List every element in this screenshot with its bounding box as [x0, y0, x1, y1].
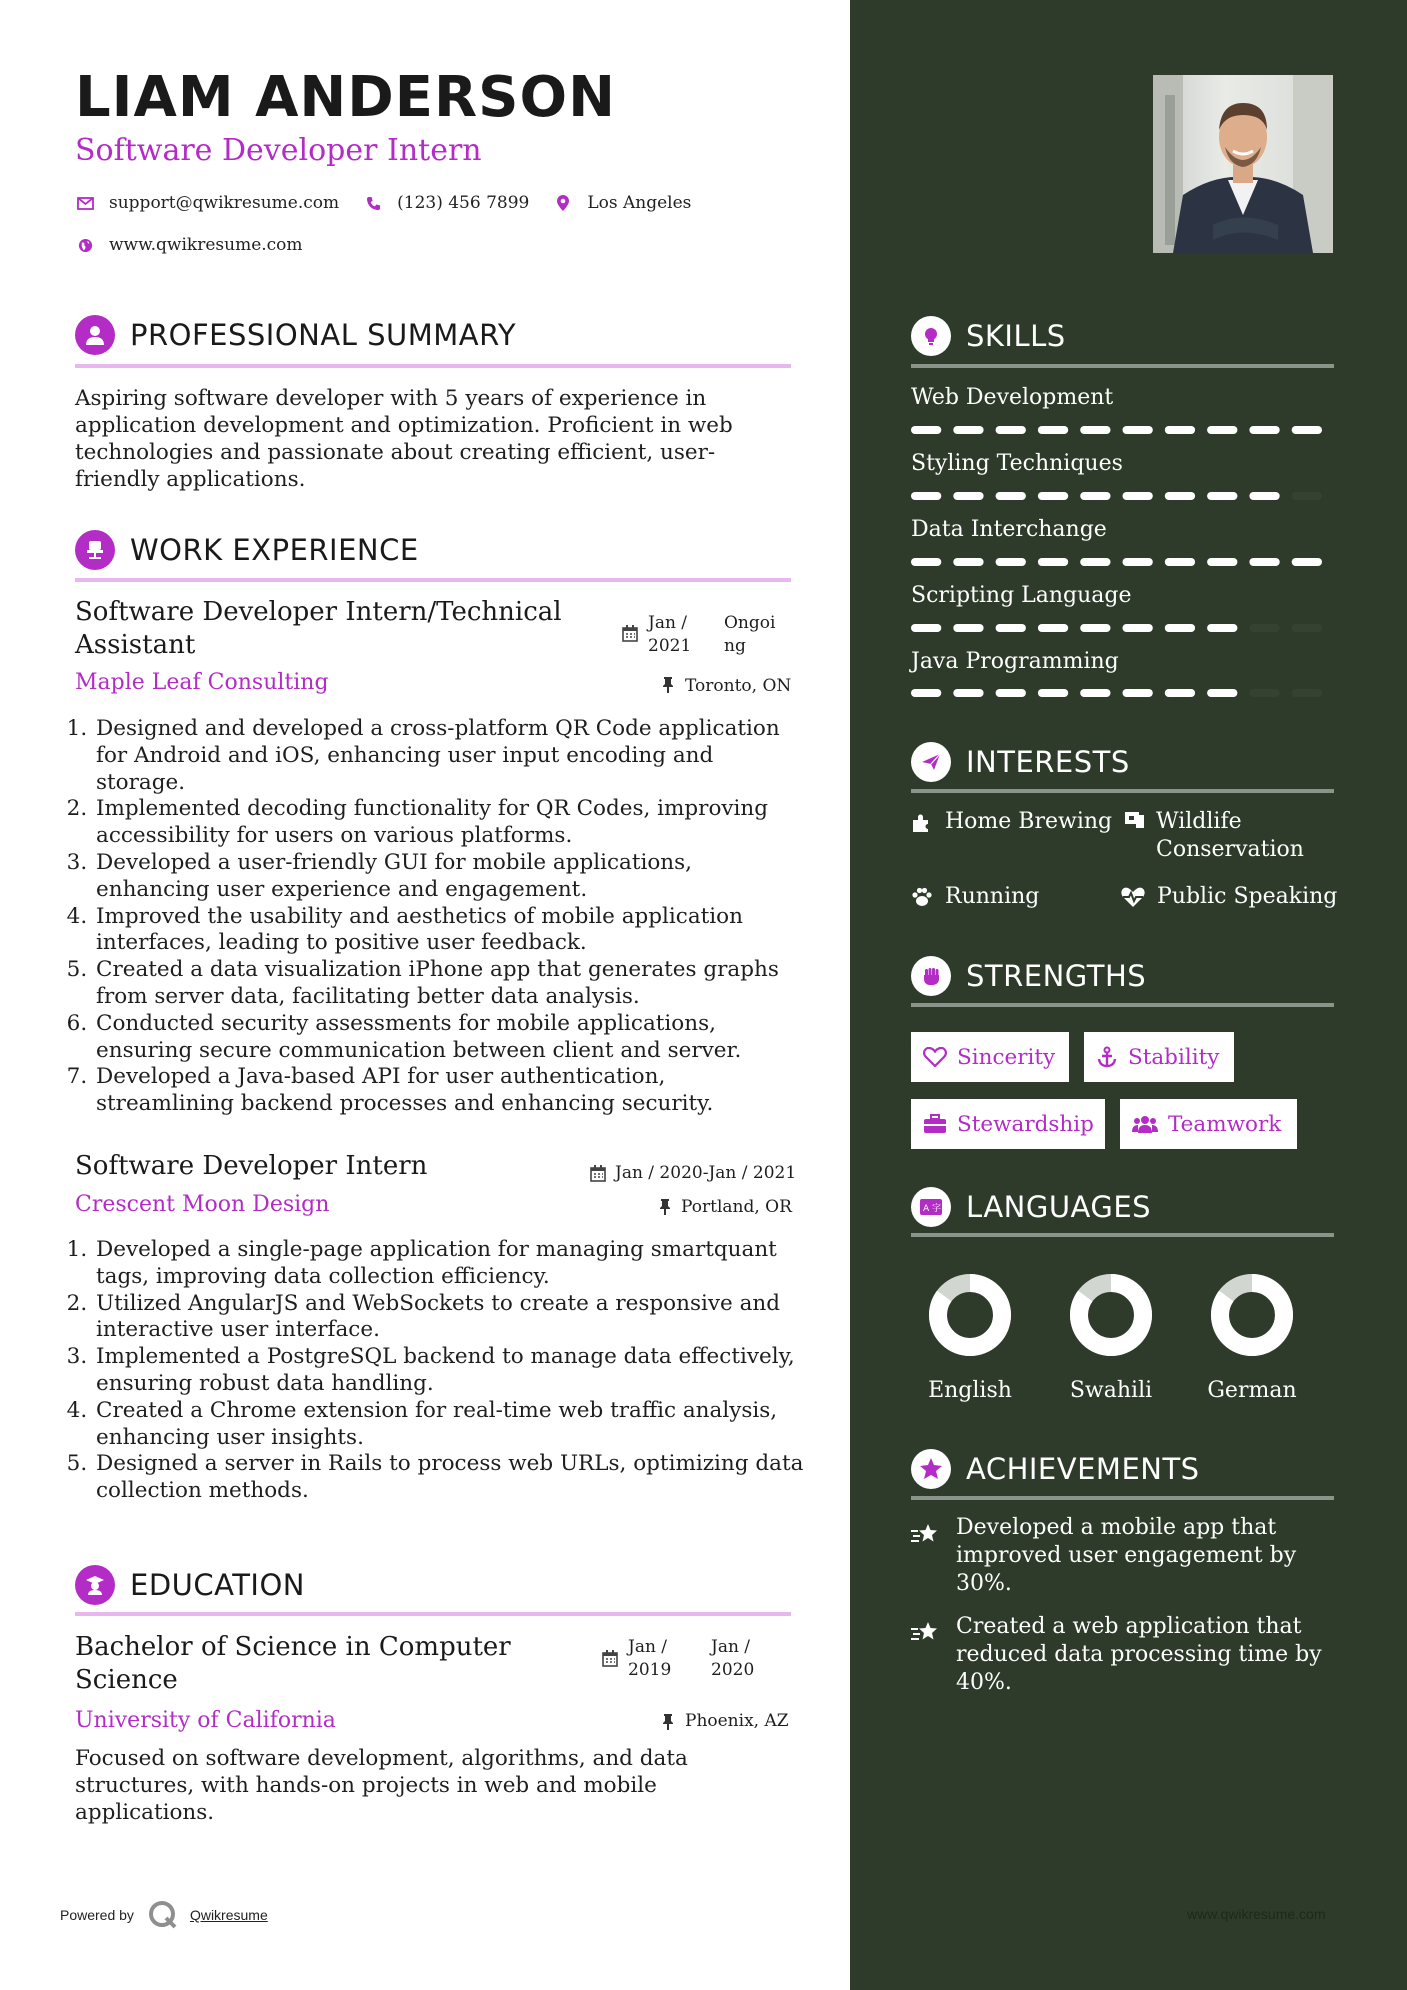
- candidate-role: Software Developer Intern: [75, 133, 482, 168]
- skill-dash: [1292, 426, 1322, 434]
- languages-heading: [911, 1187, 1151, 1227]
- skill-dash: [1207, 689, 1237, 697]
- skill-dash: [1123, 689, 1153, 697]
- skill-dash: [1292, 689, 1322, 697]
- date-line: 2019: [628, 1660, 672, 1680]
- skill-dash: [1080, 492, 1110, 500]
- job-location: Portland, OR: [681, 1197, 792, 1217]
- star-badge-icon: [911, 1449, 951, 1489]
- duty-line: Developed a user-friendly GUI for mobile applications,: [96, 849, 693, 875]
- skill-dash: [1123, 558, 1153, 566]
- achievement-line: 40%.: [956, 1670, 1012, 1695]
- section-divider: [911, 1003, 1334, 1007]
- date-line: 2020: [711, 1660, 755, 1680]
- section-title: LANGUAGES: [966, 1190, 1152, 1224]
- users-icon: [1132, 1114, 1158, 1134]
- degree-title: [75, 1631, 575, 1697]
- achievement-text: [956, 1514, 1296, 1598]
- language-name: German: [1207, 1378, 1297, 1403]
- strength-label: Stability: [1128, 1044, 1220, 1070]
- skill-dash: [996, 558, 1026, 566]
- duty-line: Implemented decoding functionality for QR Codes, improving: [96, 796, 769, 822]
- skill-dash: [1038, 492, 1068, 500]
- skill-name: Java Programming: [911, 649, 1119, 674]
- skill-dash: [1207, 624, 1237, 632]
- skill-dash: [911, 426, 941, 434]
- interest-label: [1157, 883, 1337, 911]
- user-icon: [75, 315, 115, 355]
- strength-chip: [911, 1032, 1069, 1082]
- strength-label: Sincerity: [957, 1044, 1056, 1070]
- svg-text:A: A: [923, 1204, 930, 1214]
- pushpin-icon: [659, 1199, 671, 1219]
- fist-icon: [911, 956, 951, 996]
- skill-dash: [1038, 624, 1068, 632]
- contact-row: [75, 193, 691, 213]
- graduate-icon: [75, 1565, 115, 1605]
- lightbulb-icon: [911, 316, 951, 356]
- skill-dash: [1249, 426, 1279, 434]
- skill-bar: [911, 689, 1334, 697]
- school-name: University of California: [75, 1708, 336, 1733]
- summary-heading: [75, 315, 516, 355]
- skill-dash: [1165, 492, 1195, 500]
- footer-site[interactable]: www.qwikresume.com: [1187, 1906, 1326, 1922]
- duty-line: Created a Chrome extension for real-time web traffic analysis,: [96, 1397, 778, 1423]
- calendar-icon: [602, 1650, 618, 1671]
- achievement-text: [956, 1613, 1322, 1697]
- strength-label: Teamwork: [1168, 1111, 1282, 1137]
- company-name: Crescent Moon Design: [75, 1192, 330, 1217]
- experience-heading: [75, 530, 419, 570]
- skill-dash: [1123, 492, 1153, 500]
- footer-powered: [60, 1900, 268, 1930]
- list-item: [94, 904, 824, 958]
- skill-dash: [1207, 492, 1237, 500]
- skill-dash: [1123, 426, 1153, 434]
- skill-dash: [1038, 558, 1068, 566]
- duty-line: interactive user interface.: [96, 1317, 380, 1343]
- skill-dash: [1080, 689, 1110, 697]
- list-item: [94, 796, 824, 850]
- summary-line: technologies and passionate about creating efficient, user-: [75, 440, 716, 465]
- education-line: Focused on software development, algorithms, and data: [75, 1746, 688, 1771]
- language-ring: [925, 1270, 1015, 1360]
- section-divider: [75, 364, 791, 368]
- section-divider: [911, 1496, 1334, 1500]
- duties-list: [70, 1237, 824, 1505]
- section-title: PROFESSIONAL SUMMARY: [130, 318, 517, 352]
- section-divider: [911, 1233, 1334, 1237]
- duty-line: ensuring secure communication between client and server.: [96, 1037, 742, 1063]
- education-text: [75, 1745, 795, 1826]
- summary-line: friendly applications.: [75, 467, 306, 492]
- briefcase-chair-icon: [75, 530, 115, 570]
- section-divider: [911, 789, 1334, 793]
- achievement-line: 30%.: [956, 1571, 1012, 1596]
- section-title: INTERESTS: [966, 745, 1130, 779]
- skill-name: Data Interchange: [911, 517, 1107, 542]
- date-line: Ongoi: [724, 613, 776, 633]
- strength-chip: [1084, 1032, 1234, 1082]
- interests-heading: [911, 742, 1130, 782]
- list-item: [94, 1237, 824, 1291]
- skill-dash: [1207, 426, 1237, 434]
- skill-dash: [1249, 492, 1279, 500]
- skill-bar: [911, 558, 1334, 566]
- duty-line: Designed and developed a cross-platform QR Code application: [96, 716, 780, 741]
- skill-dash: [1249, 689, 1279, 697]
- skill-dash: [1038, 426, 1068, 434]
- list-item: [94, 1398, 824, 1452]
- skill-dash: [953, 624, 983, 632]
- skill-dash: [911, 624, 941, 632]
- duty-line: ensuring robust data handling.: [96, 1370, 434, 1396]
- list-item: [94, 716, 824, 796]
- language-name: Swahili: [1069, 1378, 1153, 1403]
- duty-line: interfaces, leading to positive user feedback.: [96, 930, 587, 956]
- job-date: Jan / 2020-Jan / 2021: [615, 1163, 797, 1183]
- skill-dash: [996, 624, 1026, 632]
- section-title: SKILLS: [966, 319, 1066, 353]
- heart-icon: [923, 1047, 947, 1067]
- skill-dash: [1080, 426, 1110, 434]
- degree-line: Science: [75, 1665, 178, 1695]
- skill-dash: [1165, 689, 1195, 697]
- interest-label: [1156, 808, 1304, 864]
- interest-line: Home Brewing: [945, 809, 1113, 834]
- interest-line: Public Speaking: [1157, 884, 1338, 909]
- strength-chip: [1120, 1099, 1297, 1149]
- skill-dash: [911, 689, 941, 697]
- website-link[interactable]: www.qwikresume.com: [109, 235, 303, 255]
- skill-dash: [1292, 624, 1322, 632]
- candidate-name: LIAM ANDERSON: [75, 65, 616, 130]
- skills-heading: [911, 316, 1066, 356]
- section-divider: [75, 578, 791, 582]
- date-line: 2021: [648, 636, 692, 656]
- language-item: [1187, 1270, 1317, 1403]
- language-name: English: [928, 1378, 1012, 1403]
- skill-bar: [911, 492, 1334, 500]
- achievement-line: Created a web application that: [956, 1614, 1302, 1639]
- skill-bar: [911, 426, 1334, 434]
- list-item: [94, 1011, 824, 1065]
- skill-dash: [1165, 426, 1195, 434]
- skill-dash: [1080, 624, 1110, 632]
- skill-dash: [996, 492, 1026, 500]
- date-line: Jan /: [648, 613, 688, 633]
- duty-line: accessibility for users on various platforms.: [96, 823, 573, 849]
- degree-line: Bachelor of Science in Computer: [75, 1632, 511, 1662]
- interest-line: Running: [945, 884, 1040, 909]
- duties-list: [70, 716, 824, 1118]
- achievements-heading: [911, 1449, 1200, 1489]
- list-item: [94, 957, 824, 1011]
- duty-line: Utilized AngularJS and WebSockets to create a responsive and: [96, 1290, 781, 1316]
- duty-line: enhancing user experience and engagement.: [96, 876, 588, 902]
- shooting-star-icon: [910, 1620, 940, 1648]
- summary-text: [75, 385, 795, 493]
- duty-line: Developed a Java-based API for user authentication,: [96, 1064, 666, 1090]
- duty-line: Designed a server in Rails to process web URLs, optimizing data: [96, 1451, 804, 1477]
- duty-line: Improved the usability and aesthetics of mobile application: [96, 903, 743, 929]
- job-date-end: [724, 612, 775, 658]
- date-line: ng: [724, 636, 746, 656]
- education-line: applications.: [75, 1800, 215, 1825]
- duty-line: collection methods.: [96, 1478, 309, 1504]
- job-title-line: Software Developer Intern: [75, 1151, 428, 1181]
- achievement-line: reduced data processing time by: [956, 1642, 1322, 1667]
- calendar-icon: [590, 1165, 606, 1186]
- skill-dash: [911, 492, 941, 500]
- skill-dash: [953, 426, 983, 434]
- skill-dash: [953, 558, 983, 566]
- education-heading: [75, 1565, 305, 1605]
- phone-icon: [363, 193, 383, 213]
- edu-location: Phoenix, AZ: [685, 1711, 789, 1731]
- duty-line: from server data, facilitating better data analysis.: [96, 983, 640, 1009]
- calendar-icon: [622, 625, 638, 646]
- skill-dash: [1123, 624, 1153, 632]
- strength-label: Stewardship: [957, 1111, 1094, 1137]
- section-title: EDUCATION: [130, 1568, 306, 1602]
- interest-label: [945, 883, 1039, 911]
- education-line: structures, with hands-on projects in web and mobile: [75, 1773, 657, 1798]
- email-link[interactable]: support@qwikresume.com: [109, 193, 340, 213]
- summary-line: application development and optimization. Proficient in web: [75, 413, 733, 438]
- powered-by-text: Powered by: [60, 1907, 134, 1923]
- job-location: Toronto, ON: [685, 676, 792, 696]
- duty-line: Created a data visualization iPhone app that generates graphs: [96, 957, 779, 983]
- achievement-line: Developed a mobile app that: [956, 1515, 1277, 1540]
- phone-text: (123) 456 7899: [397, 193, 530, 213]
- skill-dash: [1292, 558, 1322, 566]
- skill-dash: [1249, 558, 1279, 566]
- skill-name: Scripting Language: [911, 583, 1132, 608]
- pushpin-icon: [662, 1714, 674, 1734]
- envelope-icon: [75, 193, 95, 213]
- strength-chip: [911, 1099, 1105, 1149]
- job-date-start: [648, 612, 691, 658]
- pushpin-icon: [662, 677, 674, 697]
- skill-dash: [953, 689, 983, 697]
- flag-icon: [1123, 810, 1145, 836]
- interest-line: Wildlife: [1156, 809, 1242, 834]
- language-item: [1046, 1270, 1176, 1403]
- interest-label: [945, 808, 1112, 836]
- duty-line: tags, improving data collection efficiency.: [96, 1263, 550, 1289]
- duty-line: enhancing user insights.: [96, 1424, 364, 1450]
- date-line: Jan /: [711, 1637, 751, 1657]
- skill-dash: [1207, 558, 1237, 566]
- skill-dash: [1292, 492, 1322, 500]
- paper-plane-icon: [911, 742, 951, 782]
- language-ring: [1207, 1270, 1297, 1360]
- list-item: [94, 1451, 824, 1505]
- map-pin-icon: [553, 193, 573, 213]
- location-text: Los Angeles: [587, 193, 692, 213]
- section-title: STRENGTHS: [966, 959, 1147, 993]
- skill-dash: [1165, 558, 1195, 566]
- section-title: ACHIEVEMENTS: [966, 1452, 1200, 1486]
- skill-bar: [911, 624, 1334, 632]
- language-item: [905, 1270, 1035, 1403]
- paw-icon: [911, 887, 933, 911]
- duty-line: streamlining backend processes and enhancing security.: [96, 1091, 714, 1117]
- section-divider: [911, 364, 1334, 368]
- job-title-line: Assistant: [75, 630, 196, 660]
- skill-dash: [1080, 558, 1110, 566]
- list-item: [94, 1291, 824, 1345]
- achievement-line: improved user engagement by: [956, 1543, 1297, 1568]
- shooting-star-icon: [910, 1522, 940, 1550]
- qwikresume-logo-icon: [148, 1900, 178, 1930]
- skill-dash: [996, 689, 1026, 697]
- company-name: Maple Leaf Consulting: [75, 670, 329, 695]
- skill-dash: [1038, 689, 1068, 697]
- anchor-icon: [1096, 1046, 1118, 1068]
- puzzle-icon: [911, 812, 933, 836]
- interest-line: Conservation: [1156, 837, 1304, 862]
- briefcase-icon: [923, 1114, 947, 1134]
- duty-line: for Android and iOS, enhancing user input encoding and: [96, 742, 714, 768]
- list-item: [94, 1344, 824, 1398]
- section-divider: [75, 1612, 791, 1616]
- svg-text:字: 字: [932, 1204, 942, 1214]
- list-item: [94, 850, 824, 904]
- duty-line: Developed a single-page application for managing smartquant: [96, 1237, 777, 1262]
- job-title-line: Software Developer Intern/Technical: [75, 597, 562, 627]
- skill-name: Styling Techniques: [911, 451, 1123, 476]
- job-title: [75, 1150, 575, 1183]
- profile-photo: [1153, 75, 1333, 253]
- list-item: [94, 1064, 824, 1118]
- duty-line: Implemented a PostgreSQL backend to manage data effectively,: [96, 1344, 795, 1370]
- qwikresume-link[interactable]: Qwikresume: [189, 1907, 268, 1923]
- skill-dash: [996, 426, 1026, 434]
- skill-dash: [911, 558, 941, 566]
- edu-date-start: [628, 1636, 671, 1682]
- translate-icon: [911, 1187, 951, 1227]
- section-title: WORK EXPERIENCE: [130, 533, 419, 567]
- website-row: [75, 235, 303, 255]
- skill-name: Web Development: [911, 385, 1114, 410]
- duty-line: Conducted security assessments for mobile applications,: [96, 1010, 716, 1036]
- globe-icon: [75, 235, 95, 255]
- language-ring: [1066, 1270, 1156, 1360]
- skill-dash: [1165, 624, 1195, 632]
- summary-line: Aspiring software developer with 5 years of experience in: [75, 386, 707, 411]
- job-title: [75, 596, 595, 662]
- skill-dash: [953, 492, 983, 500]
- skill-dash: [1249, 624, 1279, 632]
- edu-date-end: [711, 1636, 754, 1682]
- heartbeat-icon: [1120, 886, 1146, 912]
- date-line: Jan /: [628, 1637, 668, 1657]
- strengths-heading: [911, 956, 1146, 996]
- duty-line: storage.: [96, 769, 186, 795]
